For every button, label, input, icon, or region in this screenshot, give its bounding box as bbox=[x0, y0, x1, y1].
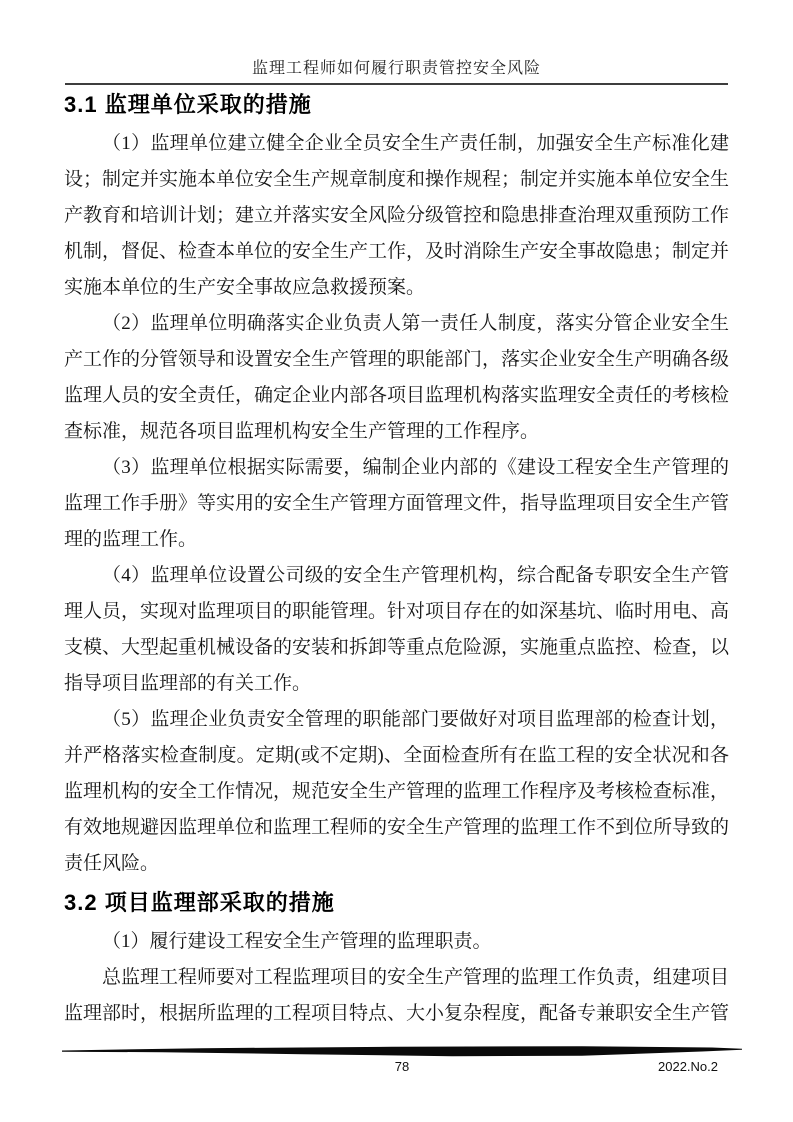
section-3-2 bbox=[64, 888, 729, 1032]
section-heading-3-2: 3.2 项目监理部采取的措施 bbox=[64, 890, 335, 915]
header-title: 监理工程师如何履行职责管控安全风险 bbox=[251, 60, 541, 77]
footer-text-row bbox=[62, 1059, 742, 1077]
paragraph: 总监理工程师要对工程监理项目的安全生产管理的监理工作负责，组建项目监理部时，根据所监理的工程项目特点、大小复杂程度，配备专兼职安全生产管 bbox=[64, 967, 730, 1024]
footer-rule-bar bbox=[62, 1046, 742, 1057]
section-heading-3-1: 3.1 监理单位采取的措施 bbox=[64, 92, 312, 117]
paragraph: （4）监理单位设置公司级的安全生产管理机构，综合配备专职安全生产管理人员，实现对监理项目的职能管理。针对项目存在的如深基坑、临时用电、高支模、大型起重机械设备的安装和拆卸等重点危险源，实施重点监控、检查，以指导项目监理部的有关工作。 bbox=[64, 565, 730, 694]
footer-issue-label: 2022.No.2 bbox=[658, 1059, 718, 1074]
page-header bbox=[65, 58, 728, 85]
paragraph: （1）监理单位建立健全企业全员安全生产责任制，加强安全生产标准化建设；制定并实施本单位安全生产规章制度和操作规程；制定并实施本单位安全生产教育和培训计划；建立并落实安全风险分级管控和隐患排查治理双重预防工作机制，督促、检查本单位的安全生产工作，及时消除生产安全事故隐患；制定并实施本单位的生产安全事故应急救援预案。 bbox=[64, 133, 730, 298]
page-footer bbox=[62, 1046, 742, 1077]
footer-page-number: 78 bbox=[394, 1059, 410, 1074]
header-rule bbox=[65, 83, 728, 85]
paragraph: （1）履行建设工程安全生产管理的监理职责。 bbox=[102, 931, 492, 952]
paragraph: （5）监理企业负责安全管理的职能部门要做好对项目监理部的检查计划，并严格落实检查制度。定期(或不定期)、全面检查所有在监工程的安全状况和各监理机构的安全工作情况，规范安全生产管理的监理工作程序及考核检查标准，有效地规避因监理单位和监理工程师的安全生产管理的监理工作不到位所导致的责任风险。 bbox=[64, 709, 730, 874]
page-content bbox=[64, 88, 729, 1032]
section-3-1 bbox=[64, 90, 729, 882]
paragraph: （2）监理单位明确落实企业负责人第一责任人制度，落实分管企业安全生产工作的分管领导和设置安全生产管理的职能部门，落实企业安全生产明确各级监理人员的安全责任，确定企业内部各项目监理机构落实监理安全责任的考核检查标准，规范各项目监理机构安全生产管理的工作程序。 bbox=[64, 313, 730, 442]
paragraph: （3）监理单位根据实际需要，编制企业内部的《建设工程安全生产管理的监理工作手册》等实用的安全生产管理方面管理文件，指导监理项目安全生产管理的监理工作。 bbox=[64, 457, 730, 550]
